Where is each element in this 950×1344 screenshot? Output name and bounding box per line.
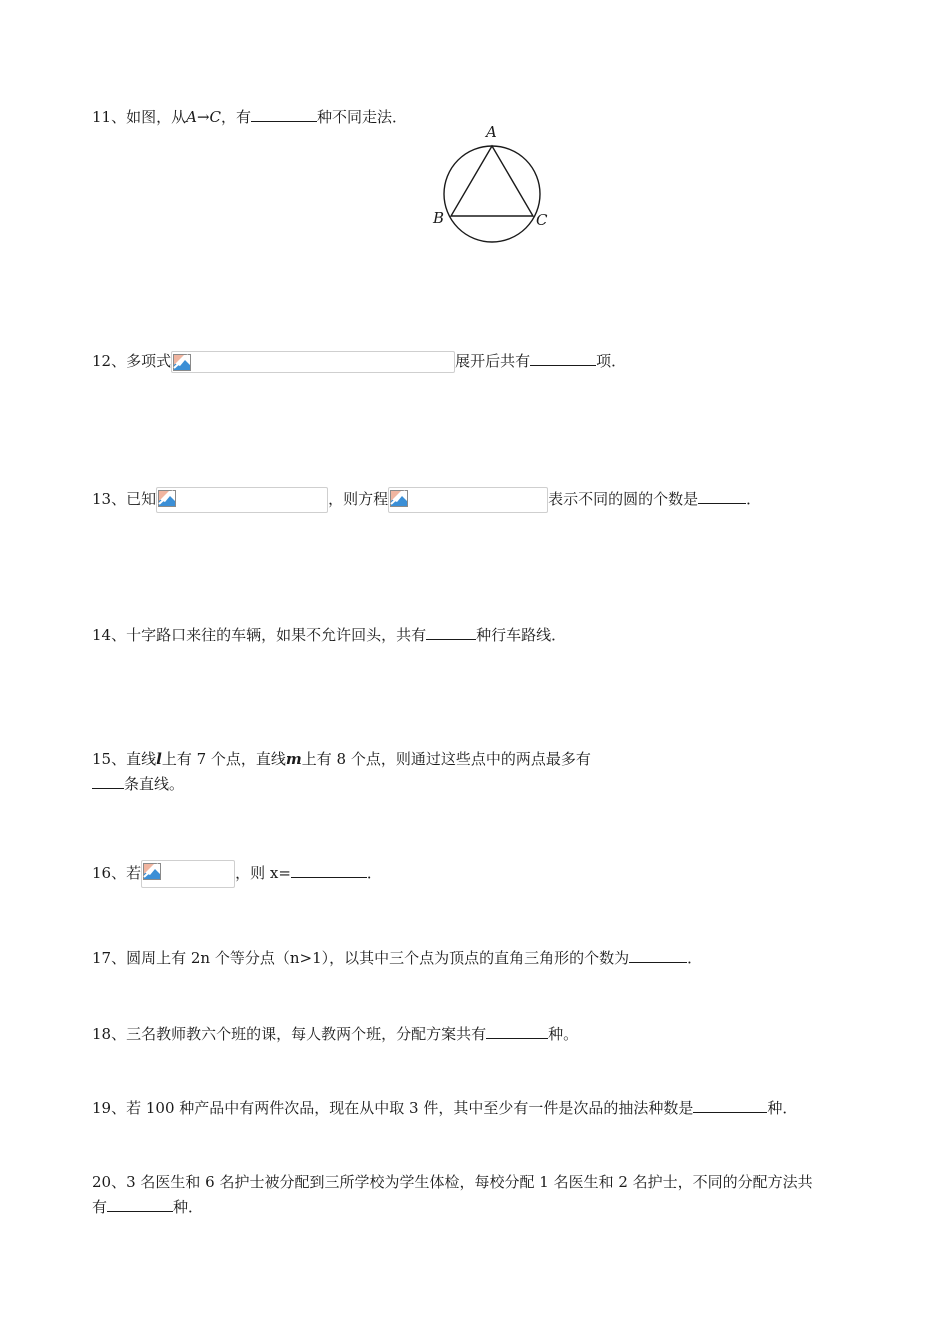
broken-image-icon [143,863,163,881]
question-14: 14、十字路口来往的车辆，如果不允许回头，共有 种行车路线． [92,626,567,644]
answer-blank [698,488,746,504]
answer-blank [486,1023,548,1039]
question-15: 15、直线l上有 7 个点，直线m上有 8 个点，则通过这些点中的两点最多有 [92,750,591,768]
question-13: 13、已知 ，则方程 表示不同的圆的个数是 ． [92,487,761,513]
question-number: 11、 [92,108,127,126]
label-a: A [486,123,497,141]
question-number: 19、 [92,1099,127,1117]
answer-blank [291,862,367,878]
inscribed-triangle [451,146,533,216]
question-number: 17、 [92,949,127,967]
answer-blank [629,947,687,963]
formula-image-placeholder [156,487,328,513]
answer-blank [107,1196,173,1212]
answer-blank [92,773,124,789]
question-11: 11、如图，从A→C，有 种不同走法． [92,108,408,126]
question-number: 12、 [92,352,127,370]
answer-blank [251,106,317,122]
broken-image-icon [173,354,193,372]
broken-image-icon [158,490,178,508]
question-number: 20、 [92,1173,127,1191]
question-20-line-2: 有 种． [92,1198,204,1216]
question-12: 12、多项式 展开后共有 项． [92,350,626,373]
formula-image-placeholder [388,487,548,513]
question-15-line-2: 条直线。 [92,773,184,795]
question-16: 16、若 ，则 x= ． [92,860,382,888]
broken-image-icon [390,490,410,508]
formula-image-placeholder [141,860,235,888]
question-17: 17、圆周上有 2n 个等分点（n>1），以其中三个点为顶点的直角三角形的个数为 ． [92,949,703,967]
label-c: C [536,211,548,229]
question-20: 20、3 名医生和 6 名护士被分配到三所学校为学生体检，每校分配 1 名医生和 2 名护士，不同的分配方法共 [92,1173,813,1191]
label-b: B [433,209,445,227]
circle [444,146,540,242]
answer-blank [530,350,596,366]
answer-blank [426,624,476,640]
question-number: 18、 [92,1025,127,1043]
question-number: 15、 [92,750,127,768]
question-number: 13、 [92,490,127,508]
question-19: 19、若 100 种产品中有两件次品，现在从中取 3 件，其中至少有一件是次品的抽法种数是 种． [92,1099,798,1117]
question-number: 14、 [92,626,127,644]
answer-blank [693,1097,767,1113]
formula-image-placeholder [171,351,455,373]
question-18: 18、三名教师教六个班的课，每人教两个班，分配方案共有 种。 [92,1025,579,1043]
circle-triangle-figure [430,120,560,245]
question-number: 16、 [92,864,127,882]
